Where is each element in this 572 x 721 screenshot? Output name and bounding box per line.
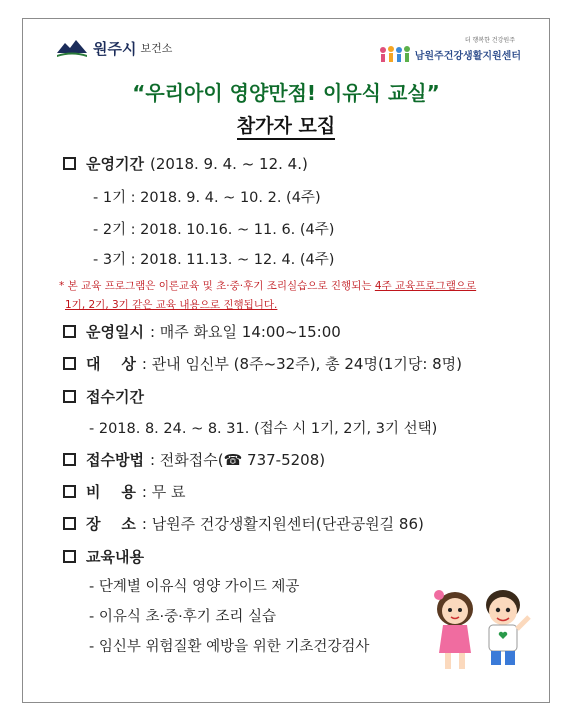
- period-term-1: - 1기 : 2018. 9. 4. ~ 10. 2. (4주): [93, 190, 321, 206]
- checkbox-icon: [63, 453, 76, 466]
- checkbox-icon: [63, 325, 76, 338]
- target-label: 대 상: [86, 355, 136, 373]
- place-label: 장 소: [86, 515, 136, 533]
- mountain-logo-icon: [55, 37, 89, 59]
- checkbox-icon: [63, 390, 76, 403]
- content-section: [63, 546, 144, 567]
- period-term-2: - 2기 : 2018. 10.16. ~ 11. 6. (4주): [93, 222, 335, 238]
- kids-illustration-icon: [425, 581, 535, 681]
- center-logo: [378, 35, 521, 68]
- schedule-section: [63, 321, 341, 342]
- period-value: (2018. 9. 4. ~ 12. 4.): [149, 154, 308, 173]
- schedule-value: : 매주 화요일 14:00~15:00: [149, 323, 341, 341]
- cost-label: 비 용: [86, 483, 136, 501]
- method-label: 접수방법: [86, 451, 144, 469]
- registration-section: [63, 386, 144, 407]
- page-subtitle: [23, 111, 549, 138]
- method-section: [63, 449, 325, 470]
- registration-value: - 2018. 8. 24. ~ 8. 31. (접수 시 1기, 2기, 3기 선택): [89, 421, 438, 437]
- content-item-2: - 이유식 초·중·후기 조리 실습: [89, 609, 276, 625]
- checkbox-icon: [63, 157, 76, 170]
- page-title: “우리아이 영양만점! 이유식 교실”: [132, 81, 440, 105]
- checkbox-icon: [63, 550, 76, 563]
- cost-value: : 무 료: [141, 483, 186, 501]
- content-label: 교육내용: [86, 548, 144, 566]
- notice-line-1-text: * 본 교육 프로그램은 이론교육 및 초·중·후기 조리실습으로 진행되는: [59, 280, 375, 292]
- period-section: [63, 153, 308, 174]
- registration-label: 접수기간: [86, 388, 144, 406]
- office-name: 보건소: [140, 42, 173, 55]
- checkbox-icon: [63, 485, 76, 498]
- notice-line-2: [65, 297, 277, 312]
- notice-emphasis: 4주 교육프로그램으로: [374, 280, 477, 292]
- content-item-3: - 임신부 위험질환 예방을 위한 기초건강검사: [89, 639, 370, 655]
- place-section: [63, 513, 424, 534]
- city-name: 원주시: [93, 39, 137, 58]
- poster-frame: [22, 18, 550, 703]
- period-label: 운영기간: [86, 155, 144, 173]
- content-item-1: - 단계별 이유식 영양 가이드 제공: [89, 579, 300, 595]
- target-value: : 관내 임신부 (8주~32주), 총 24명(1기당: 8명): [141, 355, 463, 373]
- notice-line-2-text: 1기, 2기, 3기 같은 교육 내용으로 진행됩니다.: [65, 299, 278, 311]
- wonju-logo: [55, 37, 172, 59]
- target-section: [63, 353, 462, 374]
- method-value: : 전화접수(☎ 737-5208): [149, 451, 326, 469]
- subtitle-text: 참가자 모집: [237, 115, 335, 140]
- checkbox-icon: [63, 517, 76, 530]
- notice-line-1: [59, 278, 476, 293]
- cost-section: [63, 481, 185, 502]
- people-logo-icon: [378, 44, 412, 64]
- center-slogan: 더 행복한 건강원주: [464, 37, 515, 44]
- place-value: : 남원주 건강생활지원센터(단관공원길 86): [141, 515, 424, 533]
- center-name: 남원주건강생활지원센터: [414, 50, 521, 62]
- period-term-3: - 3기 : 2018. 11.13. ~ 12. 4. (4주): [93, 252, 335, 268]
- schedule-label: 운영일시: [86, 323, 144, 341]
- checkbox-icon: [63, 357, 76, 370]
